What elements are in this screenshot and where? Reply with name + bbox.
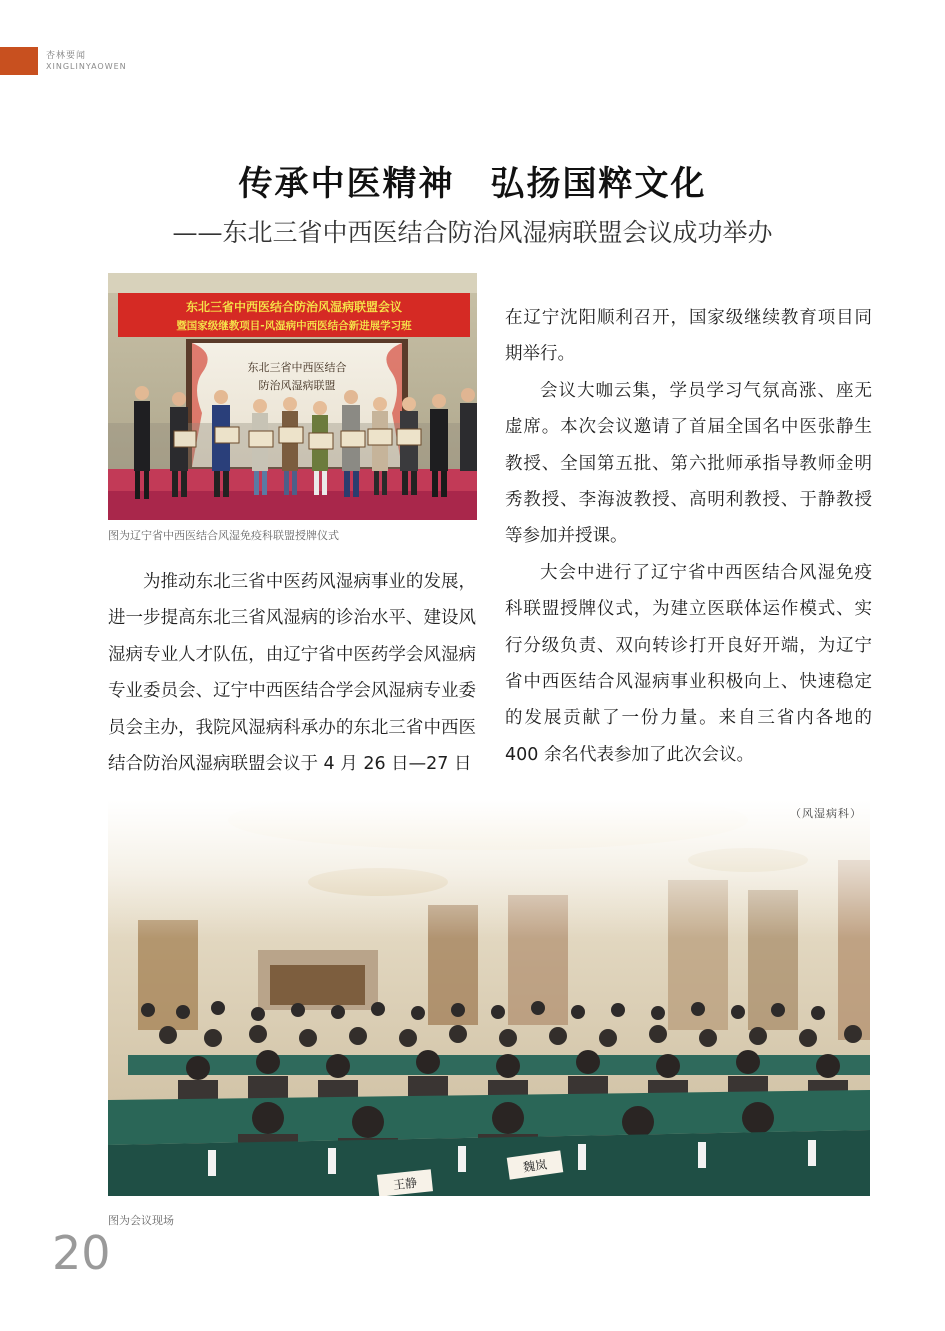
section-label-pinyin: XINGLINYAOWEN xyxy=(46,62,127,71)
section-color-tab xyxy=(0,47,38,75)
page-number: 20 xyxy=(52,1226,111,1280)
right-paragraph-1: 在辽宁沈阳顺利召开，国家级继续教育项目同期举行。 xyxy=(505,308,872,365)
article-title: 传承中医精神 弘扬国粹文化 xyxy=(238,164,707,204)
left-paragraph: 为推动东北三省中医药风湿病事业的发展，进一步提高东北三省风湿病的诊治水平、建设风湿病专业人才队伍，由辽宁省中医药学会风湿病专业委员会、辽宁中西医结合学会风湿病专业委员会主办，我院风湿病科承办的东北三省中西医结合防治风湿病联盟会议于 4 月 26 日—27 日 xyxy=(108,572,476,775)
screen-line-2: 防治风湿病联盟 xyxy=(258,379,336,392)
right-paragraph-2: 会议大咖云集，学员学习气氛高涨、座无虚席。本次会议邀请了首届全国名中医张静生教授、全国第五批、第六批师承指导教师金明秀教授、李海波教授、高明利教授、于静教授等参加并授课。 xyxy=(505,380,872,547)
right-paragraph-3: 大会中进行了辽宁省中西医结合风湿免疫科联盟授牌仪式，为建立医联体运作模式、实行分级负责、双向转诊打开良好开端，为辽宁省中西医结合风湿病事业积极向上、快速稳定的发展贡献了一份力量。来自三省内各地的 400 余名代表参加了此次会议。 xyxy=(505,562,872,765)
ceremony-photo-caption: 图为辽宁省中西医结合风湿免疫科联盟授牌仪式 xyxy=(108,529,339,542)
conference-photo-caption: 图为会议现场 xyxy=(108,1214,174,1227)
ceremony-photo xyxy=(108,273,477,520)
conference-photo xyxy=(108,800,870,1196)
screen-line-1: 东北三省中西医结合 xyxy=(247,361,347,374)
banner-line-1: 东北三省中西医结合防治风湿病联盟会议 xyxy=(185,300,403,314)
article-subtitle: ——东北三省中西医结合防治风湿病联盟会议成功举办 xyxy=(172,218,773,247)
banner-line-2: 暨国家级继教项目-风湿病中西医结合新进展学习班 xyxy=(176,320,412,332)
right-column xyxy=(505,300,872,773)
article-author: （风湿病科） xyxy=(790,807,862,820)
section-label: 杏林要闻 xyxy=(46,51,87,61)
